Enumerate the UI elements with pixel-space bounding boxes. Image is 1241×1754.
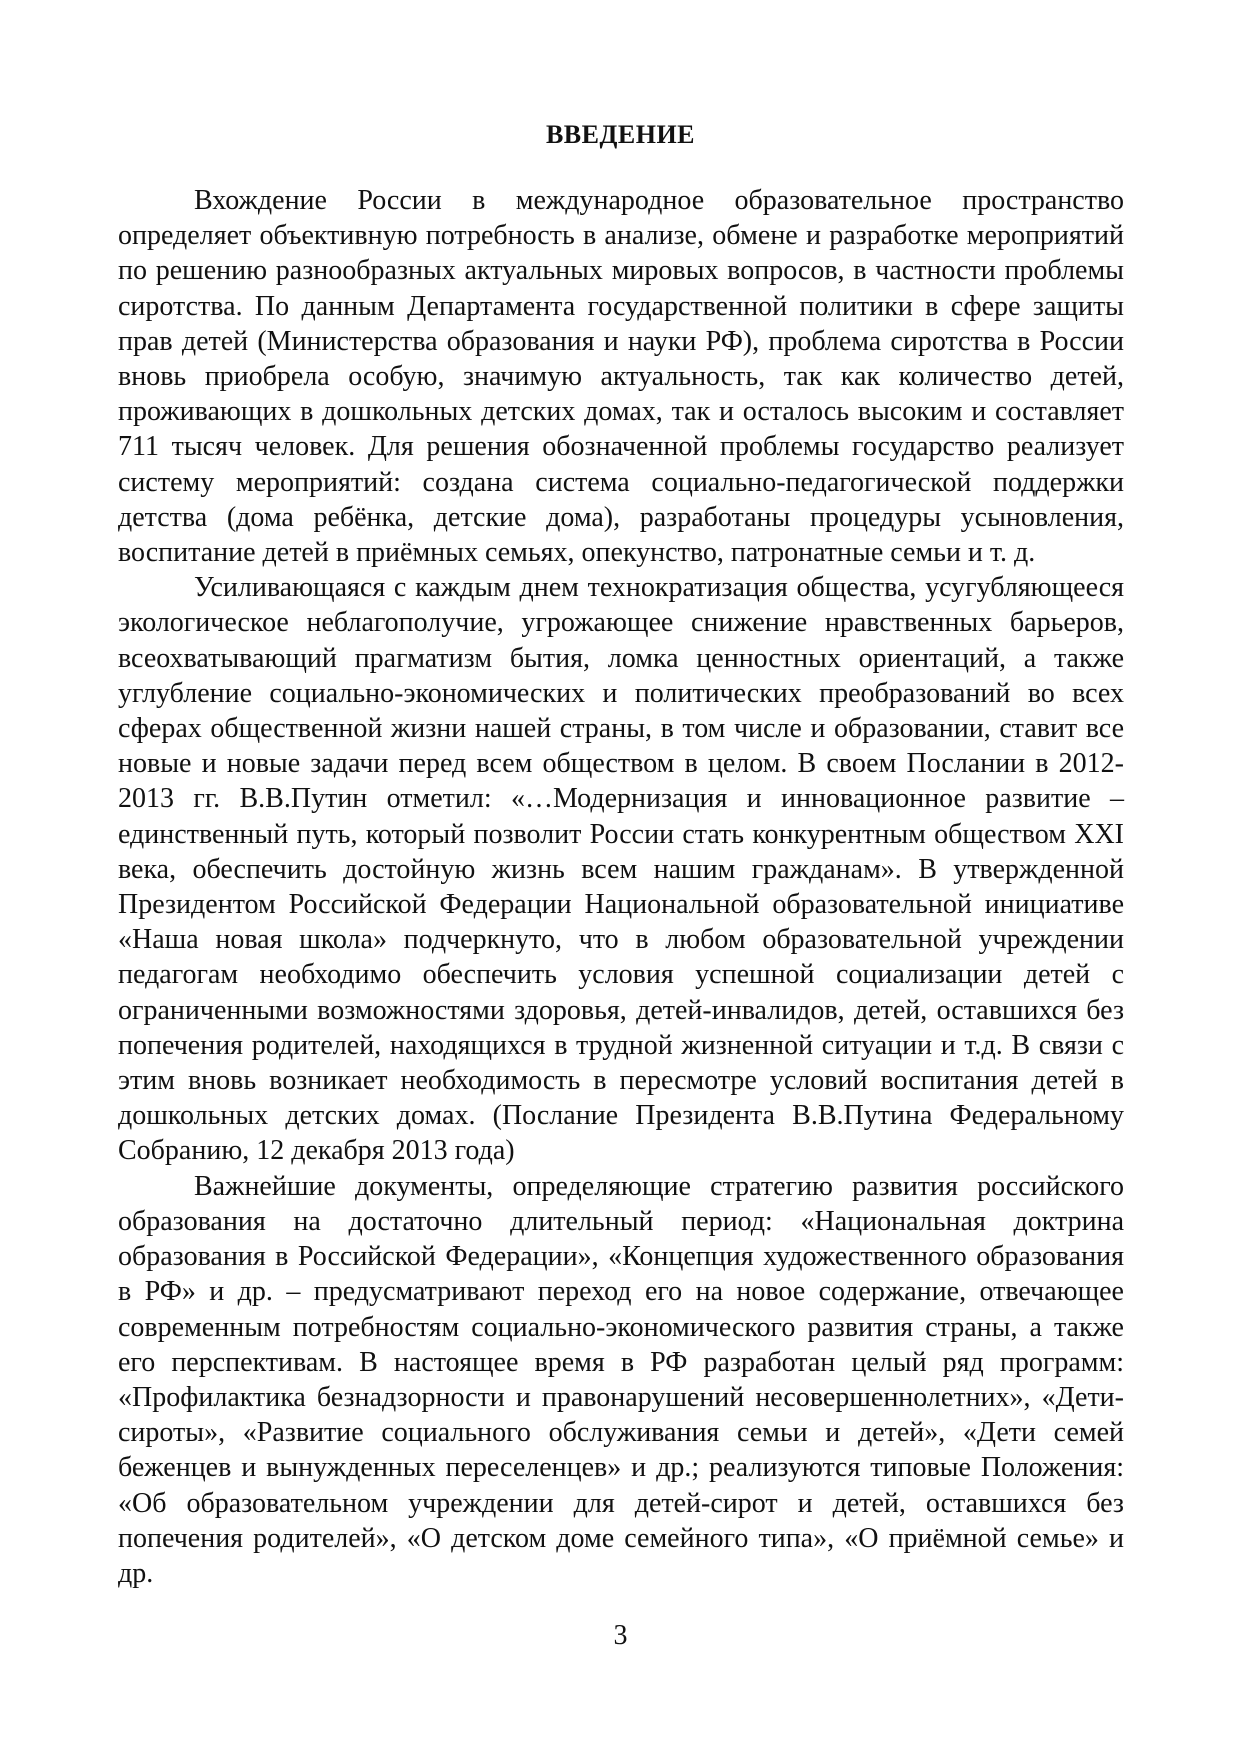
paragraph-3: Важнейшие документы, определяющие стратегию развития российского образования на достаточно длительный период: «Национальная доктрина образования в Российской Федерации», «Концепция художественного образования в РФ» и др. – предусматривают переход его на новое содержание, отвечающее современным потребностям социально-экономического развития страны, а также его перспективам. В настоящее время в РФ разработан целый ряд программ: «Профилактика безнадзорности и правонарушений несовершеннолетних», «Дети-сироты», «Развитие социального обслуживания семьи и детей», «Дети семей беженцев и вынужденных переселенцев» и др.; реализуются типовые Положения: «Об образовательном учреждении для детей-сирот и детей, оставшихся без попечения родителей», «О детском доме семейного типа», «О приёмной семье» и др. bbox=[118, 1170, 1124, 1589]
page-heading: ВВЕДЕНИЕ bbox=[545, 120, 696, 149]
body-text bbox=[118, 183, 1124, 1591]
paragraph-1: Вхождение России в международное образовательное пространство определяет объективную потребность в анализе, обмене и разработке мероприятий по решению разнообразных актуальных мировых вопросов, в частности проблемы сиротства. По данным Департамента государственной политики в сфере защиты прав детей (Министерства образования и науки РФ), проблема сиротства в России вновь приобрела особую, значимую актуальность, так как количество детей, проживающих в дошкольных детских домах, так и осталось высоким и составляет 711 тысяч человек. Для решения обозначенной проблемы государство реализует систему мероприятий: создана система социально-педагогической поддержки детства (дома ребёнка, детские дома), разработаны процедуры усыновления, воспитание детей в приёмных семьях, опекунство, патронатные семьи и т. д. bbox=[118, 185, 1124, 569]
paragraph-2: Усиливающаяся с каждым днем технократизация общества, усугубляющееся экологическое неблагополучие, угрожающее снижение нравственных барьеров, всеохватывающий прагматизм бытия, ломка ценностных ориентаций, а также углубление социально-экономических и политических преобразований во всех сферах общественной жизни нашей страны, в том числе и образовании, ставит все новые и новые задачи перед всем обществом в целом. В своем Послании в 2012-2013 гг. В.В.Путин отметил: «…Модернизация и инновационное развитие – единственный путь, который позволит России стать конкурентным обществом XXI века, обеспечить достойную жизнь всем нашим гражданам». В утвержденной Президентом Российской Федерации Национальной образовательной инициативе «Наша новая школа» подчеркнуто, что в любом образовательной учреждении педагогам необходимо обеспечить условия успешной социализации детей с ограниченными возможностями здоровья, детей-инвалидов, детей, оставшихся без попечения родителей, находящихся в трудной жизненной ситуации и т.д. В связи с этим вновь возникает необходимость в пересмотре условий воспитания детей в дошкольных детских домах. (Послание Президента В.В.Путина Федеральному Собранию, 12 декабря 2013 года) bbox=[118, 572, 1124, 1167]
page-number: 3 bbox=[613, 1620, 628, 1651]
